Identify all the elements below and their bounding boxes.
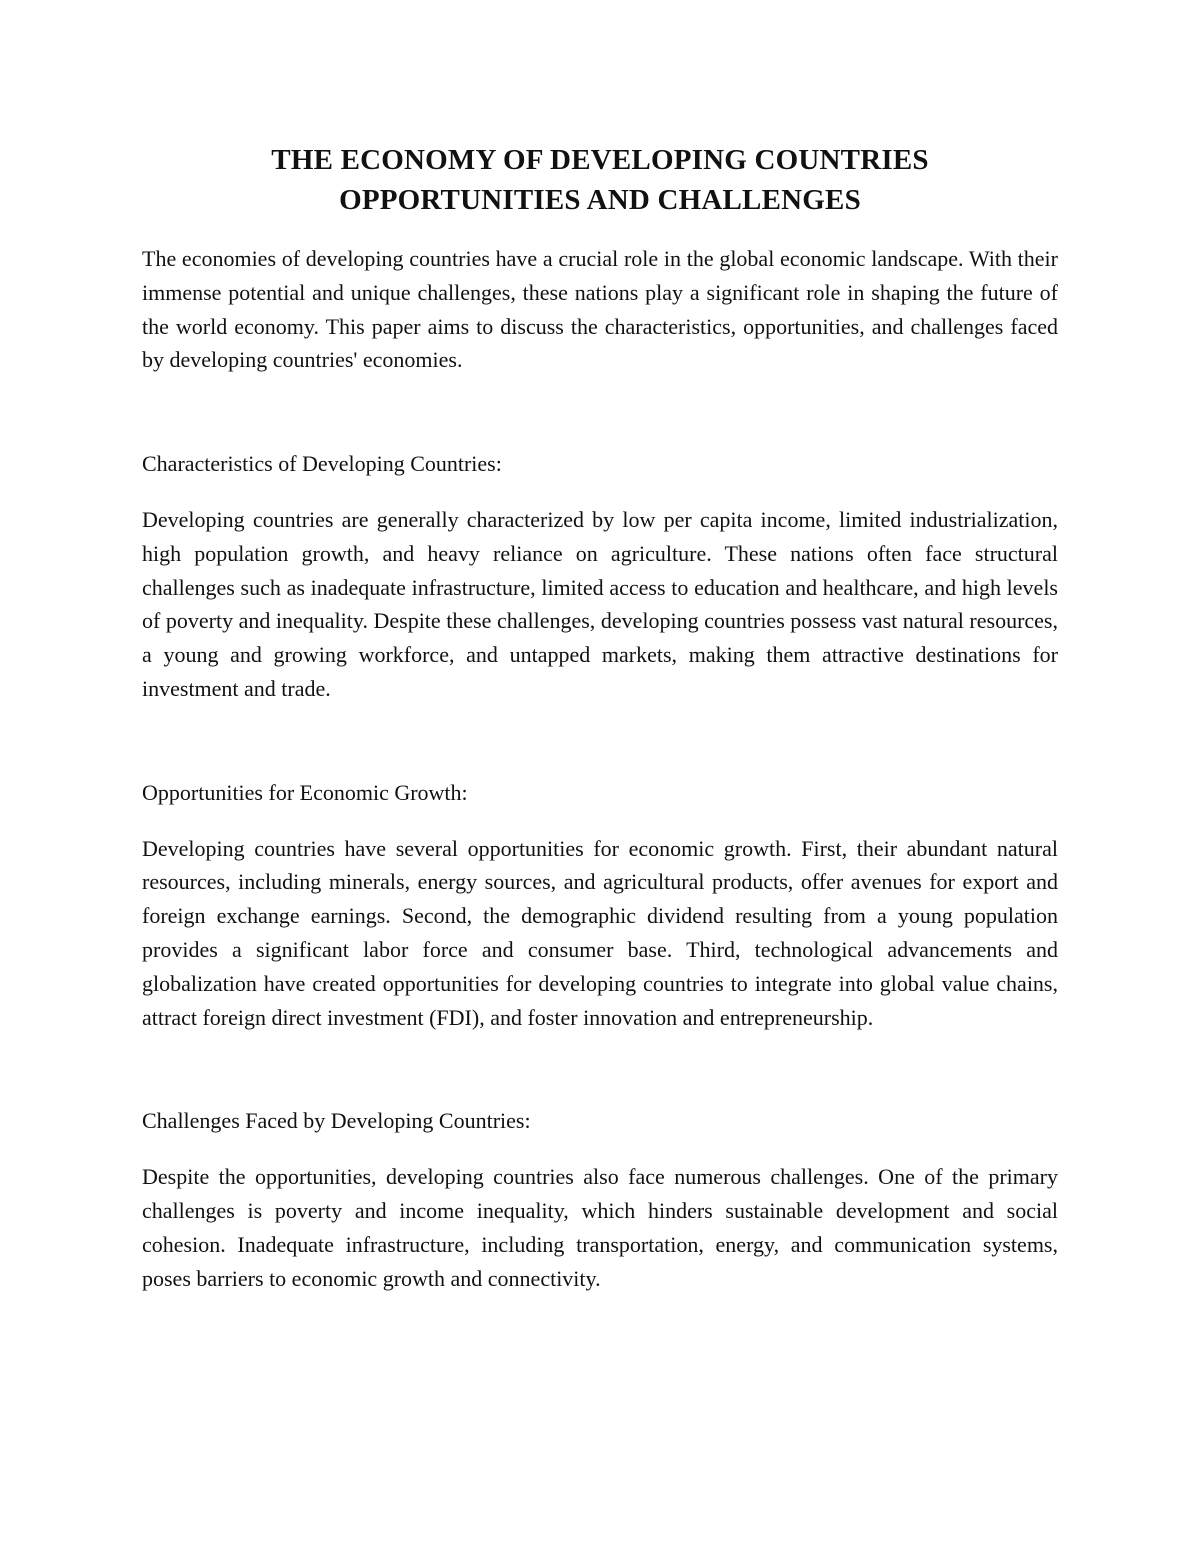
title-line-1: THE ECONOMY OF DEVELOPING COUNTRIES [271,144,929,176]
page-title [142,140,1058,220]
title-line-2: OPPORTUNITIES AND CHALLENGES [339,184,861,216]
section-body-characteristics: Developing countries are generally characterized by low per capita income, limited industrialization, high population growth, and heavy reliance on agriculture. These nations often face structural challenges such as inadequate infrastructure, limited access to education and healthcare, and high levels of poverty and inequality. Despite these challenges, developing countries possess vast natural resources, a young and growing workforce, and untapped markets, making them attractive destinations for investment and trade. [142,506,1058,701]
section-heading-challenges: Challenges Faced by Developing Countries: [142,1108,531,1134]
section-heading-characteristics: Characteristics of Developing Countries: [142,451,502,477]
section-body-opportunities: Developing countries have several opportunities for economic growth. First, their abundant natural resources, including minerals, energy sources, and agricultural products, offer avenues for export and foreign exchange earnings. Second, the demographic dividend resulting from a young population provides a significant labor force and consumer base. Third, technological advancements and globalization have created opportunities for developing countries to integrate into global value chains, attract foreign direct investment (FDI), and foster innovation and entrepreneurship. [142,835,1058,1030]
section-body-challenges: Despite the opportunities, developing countries also face numerous challenges. One of the primary challenges is poverty and income inequality, which hinders sustainable development and social cohesion. Inadequate infrastructure, including transportation, energy, and communication systems, poses barriers to economic growth and connectivity. [142,1164,1058,1291]
document-content [142,140,1058,1365]
intro-paragraph: The economies of developing countries have a crucial role in the global economic landscape. With their immense potential and unique challenges, these nations play a significant role in shaping the future of the world economy. This paper aims to discuss the characteristics, opportunities, and challenges faced by developing countries' economies. [142,246,1058,373]
section-heading-opportunities: Opportunities for Economic Growth: [142,779,468,805]
